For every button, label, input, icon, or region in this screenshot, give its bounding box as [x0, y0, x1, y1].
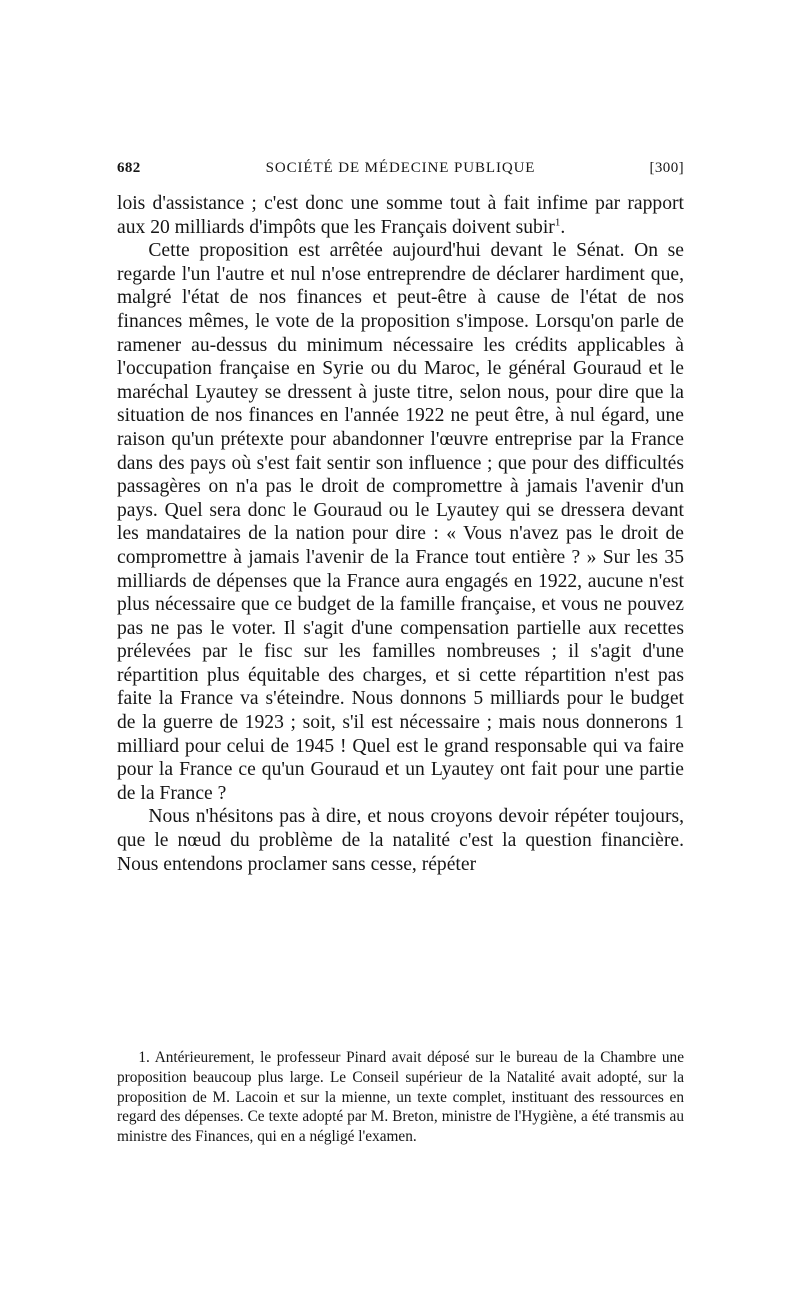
paragraph-1: [117, 192, 684, 239]
paragraph-2: Cette proposition est arrêtée aujourd'hui devant le Sénat. On se regarde l'un l'autre et nul n'ose entreprendre de déclarer hardiment que, malgré l'état de nos finances et peut-être à cause de l'état de nos finances mêmes, le vote de la proposition s'impose. Lorsqu'on parle de ramener au-dessus du minimum nécessaire les crédits applicables à l'occupation française en Syrie ou du Maroc, le général Gouraud et le maréchal Lyautey se dressent à juste titre, selon nous, pour dire que la situation de nos finances en l'année 1922 ne peut être, à nul égard, une raison qu'un prétexte pour abandonner l'œuvre entreprise par la France dans des pays où s'est fait sentir son influence ; que pour des difficultés passagères on n'a pas le droit de compromettre à jamais l'avenir d'un pays. Quel sera donc le Gouraud ou le Lyautey qui se dressera devant les mandataires de la nation pour dire : « Vous n'avez pas le droit de compromettre à jamais l'avenir de la France tout entière ? » Sur les 35 milliards de dépenses que la France aura engagés en 1922, aucune n'est plus nécessaire que ce budget de la famille française, et vous ne pouvez pas ne pas le voter. Il s'agit d'une compensation partielle aux recettes prélevées par le fisc sur les familles nombreuses ; il s'agit d'une répartition plus équitable des charges, et si cette répartition n'est pas faite la France va s'éteindre. Nous donnons 5 milliards pour le budget de la guerre de 1923 ; soit, s'il est nécessaire ; mais nous donnerons 1 milliard pour celui de 1945 ! Quel est le grand responsable qui va faire pour la France ce qu'un Gouraud et un Lyautey ont fait pour une partie de la France ?: [117, 240, 684, 804]
footnote-1-text: Antérieurement, le professeur Pinard avait déposé sur le bureau de la Chambre une proposition beaucoup plus large. Le Conseil supérieur de la Natalité avait adopté, sur la proposition de M. Lacoin et sur la mienne, un texte complet, instituant des ressources en regard des dépenses. Ce texte adopté par M. Breton, ministre de l'Hygiène, a été transmis au ministre des Finances, qui en a négligé l'examen.: [117, 1049, 684, 1146]
page: [117, 160, 684, 876]
body-text: [117, 192, 684, 876]
section-reference: [300]: [649, 160, 684, 176]
footnotes: [117, 1048, 684, 1147]
footnote-reference[interactable]: 1: [554, 216, 561, 229]
running-title: SOCIÉTÉ DE MÉDECINE PUBLIQUE: [265, 160, 536, 176]
page-number: 682: [117, 160, 141, 176]
footnote-1-mark: 1.: [138, 1049, 150, 1066]
paragraph-1-text: lois d'assistance ; c'est donc une somme tout à fait infime par rapport aux 20 milliards d'impôts que les Français doivent subir: [117, 193, 684, 238]
footnote-1: [117, 1048, 684, 1147]
running-header: [117, 160, 684, 186]
paragraph-1-end: .: [560, 216, 566, 238]
paragraph-3: Nous n'hésitons pas à dire, et nous croyons devoir répéter toujours, que le nœud du problème de la natalité c'est la question financière. Nous entendons proclamer sans cesse, répéter: [117, 806, 684, 875]
